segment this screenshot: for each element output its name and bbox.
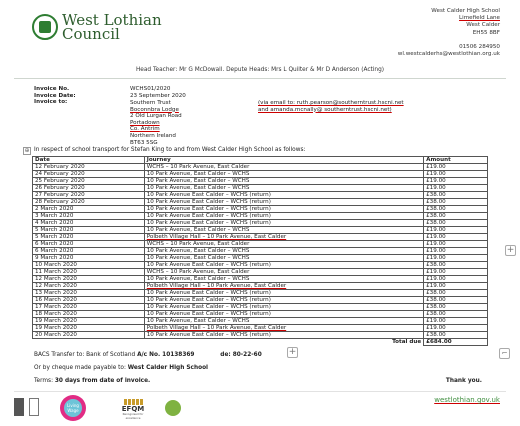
total-label: Total due [144,339,423,346]
invoice-number-label: Invoice No. [34,86,70,92]
cell-date: 9 March 2020 [33,255,145,262]
cell-date: 12 March 2020 [33,283,145,290]
cell-date: 26 February 2020 [33,185,145,192]
total-row [33,339,488,346]
cell-journey: 10 Park Avenue, East Calder – WCHS [144,318,423,325]
cell-journey: 10 Park Avenue East Calder – WCHS (return) [144,199,423,206]
thank-you: Thank you. [445,378,482,384]
column-header-amount: Amount [424,157,488,164]
living-wage-logo: Living Wage [60,395,86,421]
cell-amount: £38.00 [424,199,488,206]
cell-date: 3 March 2020 [33,213,145,220]
cell-journey: 10 Park Avenue, East Calder – WCHS [144,276,423,283]
cell-amount: £19.00 [424,276,488,283]
cell-journey: 10 Park Avenue East Calder – WCHS (return) [144,332,423,339]
cell-amount: £38.00 [424,297,488,304]
cell-journey: 10 Park Avenue East Calder – WCHS (return) [144,297,423,304]
cell-date: 17 March 2020 [33,304,145,311]
cell-amount: £38.00 [424,262,488,269]
cell-amount: £19.00 [424,185,488,192]
cell-date: 11 March 2020 [33,269,145,276]
cell-amount: £19.00 [424,234,488,241]
header-divider [14,78,506,79]
cell-journey: 10 Park Avenue, East Calder – WCHS [144,227,423,234]
council-logo [32,13,162,41]
table-row [33,262,488,269]
school-contact [398,44,500,59]
journeys-table [32,156,488,346]
cell-date: 28 February 2020 [33,199,145,206]
table-row [33,220,488,227]
cell-date: 16 March 2020 [33,297,145,304]
cell-date: 25 February 2020 [33,178,145,185]
add-row-plus-icon[interactable]: + [288,347,297,357]
recipient-emails: (via email to: ruth.pearson@southerntrust.hscni.net and amanda.mcnally@ southerntrust.hscni.net) [258,100,404,113]
table-row [33,185,488,192]
cell-amount: £38.00 [424,332,488,339]
total-value: £684.00 [424,339,488,346]
cell-journey: 10 Park Avenue East Calder – WCHS (return) [144,290,423,297]
cell-journey: 10 Park Avenue East Calder – WCHS (return) [144,192,423,199]
cell-amount: £19.00 [424,255,488,262]
cell-date: 12 February 2020 [33,164,145,171]
table-row [33,255,488,262]
cell-journey: WCHS – 10 Park Avenue, East Calder [144,269,423,276]
cell-date: 5 March 2020 [33,227,145,234]
cell-amount: £19.00 [424,325,488,332]
cell-journey: 10 Park Avenue, East Calder – WCHS [144,178,423,185]
cell-date: 24 February 2020 [33,171,145,178]
table-row [33,234,488,241]
crest-icon [32,14,58,40]
cell-amount: £19.00 [424,248,488,255]
table-header-row [33,157,488,164]
cell-journey: 10 Park Avenue East Calder – WCHS (return) [144,206,423,213]
council-website: westlothian.gov.uk [434,396,500,404]
recipient-address: Southern Trust Boconnbra Lodge 2 Old Lurgan Road Portadown Co. Antrim Northern Ireland BT63 5SG [130,100,182,146]
table-row [33,283,488,290]
cell-date: 18 March 2020 [33,311,145,318]
invoice-date-label: Invoice Date: [34,92,76,99]
cell-date: 20 March 2020 [33,332,145,339]
cell-journey: 10 Park Avenue East Calder – WCHS (return) [144,213,423,220]
table-row [33,304,488,311]
add-column-plus-icon[interactable]: + [506,245,515,255]
cell-amount: £19.00 [424,227,488,234]
cell-amount: £19.00 [424,241,488,248]
table-row [33,192,488,199]
table-row [33,269,488,276]
table-row [33,171,488,178]
cell-journey: WCHS – 10 Park Avenue, East Calder [144,241,423,248]
cell-journey: 10 Park Avenue East Calder – WCHS (return) [144,311,423,318]
cell-journey: Polbeth Village Hall – 10 Park Avenue, East Calder [144,234,423,241]
footer-divider [14,391,506,392]
council-name: West Lothian Council [62,11,162,43]
cheque-line: Or by cheque made payable to: West Calder High School [34,365,209,371]
column-header-date: Date [33,157,145,164]
cell-journey: 10 Park Avenue, East Calder – WCHS [144,248,423,255]
table-row [33,178,488,185]
cell-amount: £38.00 [424,304,488,311]
table-row [33,164,488,171]
cell-amount: £38.00 [424,311,488,318]
cell-date: 10 March 2020 [33,262,145,269]
table-resize-handle-icon[interactable]: ⌐ [499,348,510,359]
efqm-logo: EFQM Recognised for excellence [115,399,151,420]
cell-journey: WCHS – 10 Park Avenue, East Calder [144,164,423,171]
head-teachers-line: Head Teacher: Mr G McDowall. Depute Heads: Mrs L Quilter & Mr D Anderson (Acting) [135,67,385,73]
eco-badge-icon [165,400,181,416]
school-address: West Calder High School Limefield Lane West Calder EH55 8BF [431,8,500,36]
table-row [33,206,488,213]
cell-amount: £19.00 [424,269,488,276]
cell-amount: £19.00 [424,318,488,325]
invoice-to-label: Invoice to: [34,99,68,106]
school-email: wl.westcalderhs@westlothian.org.uk [397,51,500,58]
table-row [33,241,488,248]
table-row [33,332,488,339]
terms-line: Terms: 30 days from date of invoice. [34,378,151,384]
column-header-journey: Journey [144,157,423,164]
table-row [33,318,488,325]
cell-journey: 10 Park Avenue, East Calder – WCHS [144,185,423,192]
cell-date: 6 March 2020 [33,241,145,248]
cell-date: 4 March 2020 [33,220,145,227]
table-row [33,213,488,220]
cell-amount: £19.00 [424,178,488,185]
table-row [33,199,488,206]
table-move-handle-icon[interactable]: ⊕ [24,147,30,154]
respect-line: In respect of school transport for Stefan King to and from West Calder High School as follows: [34,147,306,153]
accreditation-logo [29,398,39,416]
cell-amount: £38.00 [424,192,488,199]
cell-amount: £38.00 [424,213,488,220]
invoice-number: WCHS01/2020 [130,86,171,92]
table-row [33,297,488,304]
cell-amount: £19.00 [424,171,488,178]
school-phone: 01506 284950 [459,44,500,50]
table-row [33,276,488,283]
cell-date: 13 March 2020 [33,290,145,297]
cell-date: 2 March 2020 [33,206,145,213]
invoice-date: 23 September 2020 [130,92,186,99]
cell-journey: 10 Park Avenue East Calder – WCHS (return) [144,220,423,227]
cell-date: 12 March 2020 [33,276,145,283]
cell-journey: Polbeth Village Hall – 10 Park Avenue, East Calder [144,325,423,332]
cell-amount: £19.00 [424,164,488,171]
quality-scotland-logo [14,398,24,416]
table-row [33,248,488,255]
cell-date: 19 March 2020 [33,318,145,325]
table-row [33,311,488,318]
table-row [33,325,488,332]
cell-journey: 10 Park Avenue East Calder – WCHS (return) [144,262,423,269]
cell-journey: Polbeth Village Hall – 10 Park Avenue, East Calder [144,283,423,290]
cell-journey: 10 Park Avenue East Calder – WCHS (return) [144,304,423,311]
cell-amount: £38.00 [424,220,488,227]
bacs-line: BACS Transfer to: Bank of Scotland A/c No. 10138369 de: 80-22-60 [34,352,262,358]
cell-amount: £38.00 [424,206,488,213]
cell-date: 19 March 2020 [33,325,145,332]
cell-date: 6 March 2020 [33,248,145,255]
table-row [33,227,488,234]
cell-date: 5 March 2020 [33,234,145,241]
table-row [33,290,488,297]
cell-journey: 10 Park Avenue, East Calder – WCHS [144,255,423,262]
cell-amount: £19.00 [424,283,488,290]
cell-date: 27 February 2020 [33,192,145,199]
cell-amount: £38.00 [424,290,488,297]
cell-journey: 10 Park Avenue, East Calder – WCHS [144,171,423,178]
